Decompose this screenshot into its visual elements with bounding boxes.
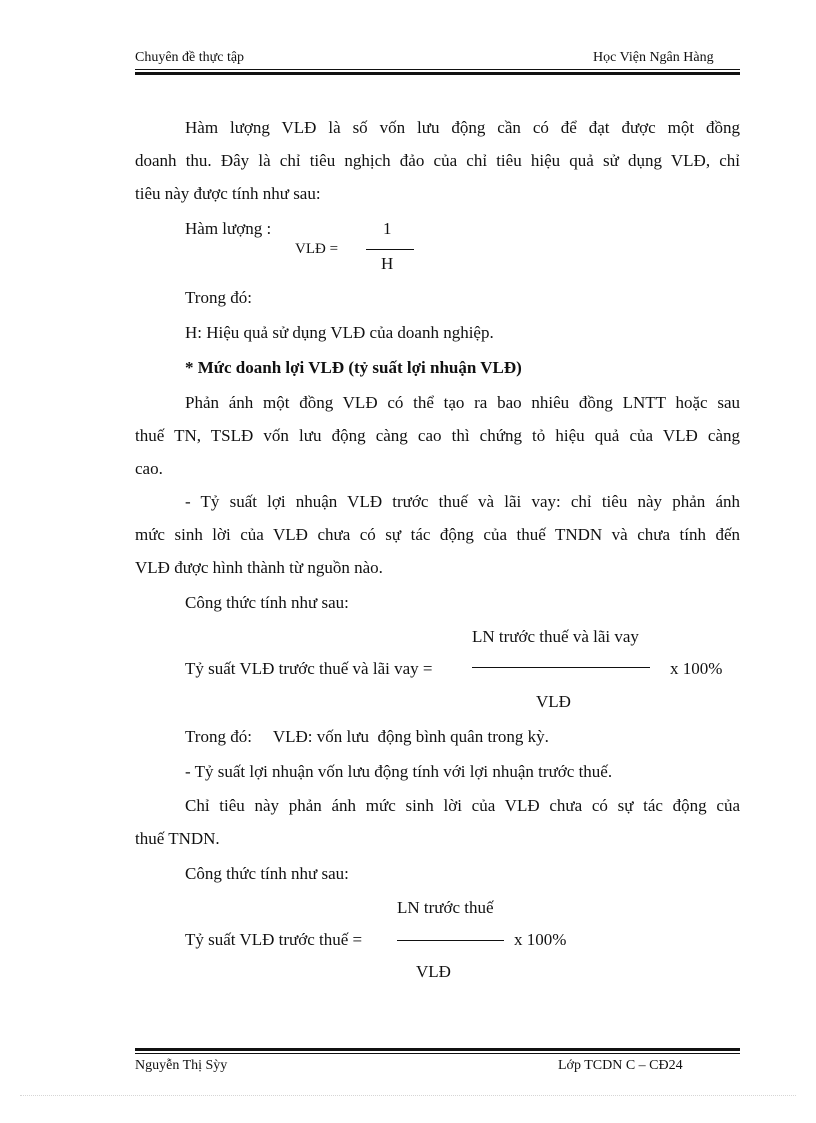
formula1-label: Hàm lượng : bbox=[185, 219, 272, 238]
formula3-fraction-bar bbox=[397, 940, 504, 941]
header-left: Chuyên đề thực tập bbox=[135, 50, 245, 65]
page-break-divider bbox=[20, 1095, 796, 1096]
paragraph-line: - Tỷ suất lợi nhuận vốn lưu động tính với lợi nhuận trước thuế. bbox=[185, 762, 613, 781]
paragraph-line: Phản ánh một đồng VLĐ có thể tạo ra bao nhiêu đồng LNTT hoặc sau bbox=[185, 393, 740, 412]
formula2-numerator: LN trước thuế và lãi vay bbox=[472, 627, 639, 646]
trong-do-label: Trong đó: bbox=[185, 288, 252, 307]
formula2-lhs: Tỷ suất VLĐ trước thuế và lãi vay = bbox=[185, 659, 433, 678]
section-heading: * Mức doanh lợi VLĐ (tỷ suất lợi nhuận VLĐ) bbox=[185, 358, 522, 377]
paragraph-line: Hàm lượng VLĐ là số vốn lưu động cần có để đạt được một đồng bbox=[185, 118, 740, 137]
paragraph-line: thuế TN, TSLĐ vốn lưu động càng cao thì chứng tỏ hiệu quả của VLĐ càng bbox=[135, 426, 740, 445]
h-definition: H: Hiệu quả sử dụng VLĐ của doanh nghiệp. bbox=[185, 323, 494, 342]
formula1-denominator: H bbox=[381, 254, 394, 273]
paragraph-line: mức sinh lời của VLĐ chưa có sự tác động của thuế TNDN và chưa tính đến bbox=[135, 525, 740, 544]
formula3-multiplier: x 100% bbox=[514, 930, 567, 949]
header-right: Học Viện Ngân Hàng bbox=[593, 50, 714, 65]
formula3-denominator: VLĐ bbox=[416, 962, 451, 981]
formula2-denominator: VLĐ bbox=[536, 692, 571, 711]
paragraph-line: thuế TNDN. bbox=[135, 829, 220, 848]
footer-right: Lớp TCDN C – CĐ24 bbox=[558, 1058, 683, 1073]
paragraph-line: Chỉ tiêu này phản ánh mức sinh lời của VLĐ chưa có sự tác động của bbox=[185, 796, 740, 815]
formula2-fraction-bar bbox=[472, 667, 650, 668]
trong-do-definition: Trong đó: VLĐ: vốn lưu động bình quân trong kỳ. bbox=[185, 727, 549, 746]
paragraph-line: VLĐ được hình thành từ nguồn nào. bbox=[135, 558, 383, 577]
paragraph-line: tiêu này được tính như sau: bbox=[135, 184, 321, 203]
paragraph-line: - Tỷ suất lợi nhuận VLĐ trước thuế và lãi vay: chỉ tiêu này phản ánh bbox=[185, 492, 740, 511]
formula2-multiplier: x 100% bbox=[670, 659, 723, 678]
paragraph-line: cao. bbox=[135, 459, 163, 478]
formula3-numerator: LN trước thuế bbox=[397, 898, 494, 917]
formula3-lhs: Tỷ suất VLĐ trước thuế = bbox=[185, 930, 363, 949]
footer-left: Nguyễn Thị Sỳy bbox=[135, 1058, 228, 1073]
header-rule bbox=[135, 69, 740, 75]
formula1-lhs: VLĐ = bbox=[295, 241, 339, 257]
formula-intro: Công thức tính như sau: bbox=[185, 593, 349, 612]
formula1-fraction-bar bbox=[366, 249, 414, 250]
formula1-numerator: 1 bbox=[383, 219, 392, 238]
paragraph-line: doanh thu. Đây là chỉ tiêu nghịch đảo của chỉ tiêu hiệu quả sử dụng VLĐ, chỉ bbox=[135, 151, 740, 170]
footer-rule bbox=[135, 1048, 740, 1054]
formula-intro: Công thức tính như sau: bbox=[185, 864, 349, 883]
